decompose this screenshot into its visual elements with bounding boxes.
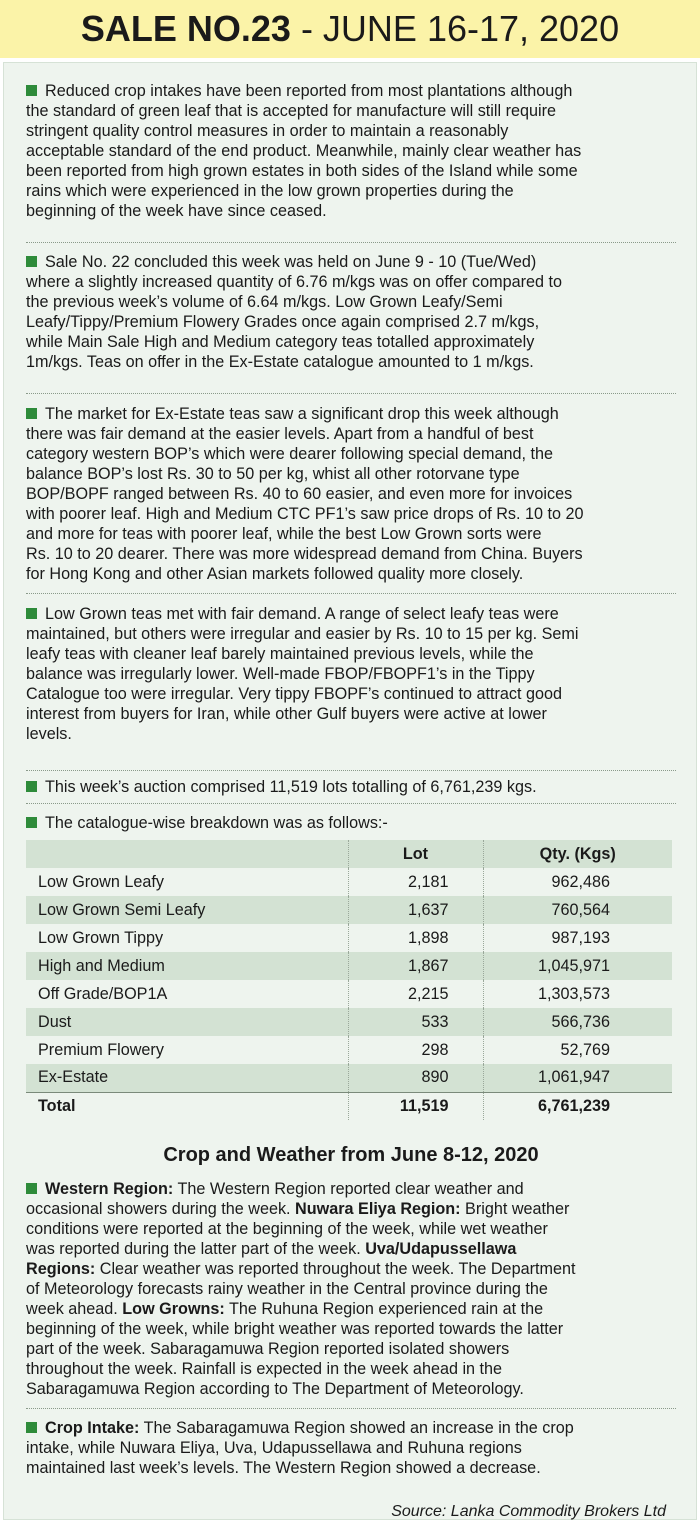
lot-cell: 890 [348,1064,483,1092]
qty-cell: 566,736 [551,1012,610,1031]
catalogue-breakdown-table [26,840,672,1120]
paragraph-text: intake, while Nuwara Eliya, Uva, Udapussellawa and Ruhuna regions [26,1439,522,1457]
table-row [26,980,672,1008]
paragraph-text: The Ruhuna Region experienced rain at the [224,1300,544,1318]
paragraph-breakdown-intro: The catalogue-wise breakdown was as follows:- [26,813,676,833]
table-row [26,952,672,980]
table-header-row [26,840,672,868]
lot-cell: 1,867 [348,952,483,980]
qty-cell: 962,486 [551,872,610,891]
paragraph-text: week ahead. [26,1300,123,1318]
paragraph-crop [26,1418,676,1478]
bullet-icon [26,1422,37,1433]
lot-cell: 298 [348,1036,483,1064]
paragraph-line: balance BOP’s lost Rs. 30 to 50 per kg, whist all other rotorvane type [26,465,520,483]
paragraph-line: leafy teas with cleaner leaf barely maintained previous levels, while the [26,645,534,663]
region-label: Nuwara Eliya Region: [295,1200,461,1218]
paragraph-line: Leafy/Tippy/Premium Flowery Grades once again comprised 2.7 m/kgs, [26,313,540,331]
paragraph-line: levels. [26,725,72,743]
paragraph-line: BOP/BOPF ranged between Rs. 40 to 60 easier, and even more for invoices [26,485,573,503]
divider [26,393,676,394]
bullet-icon [26,408,37,419]
catalogue-name-cell: Low Grown Tippy [26,924,348,952]
lot-cell: 2,215 [348,980,483,1008]
paragraph-text: beginning of the week, while bright weather was reported towards the latter [26,1320,564,1338]
paragraph-line: Sale No. 22 concluded this week was held on June 9 - 10 (Tue/Wed) [45,253,537,271]
paragraph-line: category western BOP’s which were dearer following special demand, the [26,445,553,463]
catalogue-name-cell: Dust [26,1008,348,1036]
paragraph-line: and more for teas with poorer leaf, while the best Low Grown sorts were [26,525,542,543]
qty-cell: 1,303,573 [537,984,610,1003]
column-header-lot: Lot [348,840,483,868]
paragraph-line: where a slightly increased quantity of 6.76 m/kgs was on offer compared to [26,273,562,291]
catalogue-name-cell: High and Medium [26,952,348,980]
divider [26,593,676,594]
divider [26,803,676,804]
catalogue-name-cell: Premium Flowery [26,1036,348,1064]
paragraph-text: throughout the week. Rainfall is expected in the week ahead in the [26,1360,503,1378]
column-header [26,840,348,868]
page-title [0,0,700,58]
paragraph-line: the standard of green leaf that is accepted for manufacture will still require [26,102,556,120]
paragraph-line: rains which were experienced in the low grown properties during the [26,182,514,200]
total-qty-cell: 6,761,239 [483,1092,672,1120]
total-label-cell: Total [26,1092,348,1120]
report-body [3,62,697,1520]
paragraph-line: The market for Ex-Estate teas saw a significant drop this week although [45,405,559,423]
paragraph-line: with poorer leaf. High and Medium CTC PF1’s saw price drops of Rs. 10 to 20 [26,505,584,523]
paragraph-text: Bright weather [460,1200,570,1218]
paragraph-text: was reported during the latter part of the week. [26,1240,366,1258]
bullet-icon [26,817,37,828]
bullet-icon [26,256,37,267]
paragraph-weather [26,1179,676,1399]
total-lot-cell: 11,519 [348,1092,483,1120]
region-label: Low Growns: [122,1300,225,1318]
table-row [26,896,672,924]
paragraph-line: the previous week’s volume of 6.64 m/kgs. Low Grown Leafy/Semi [26,293,503,311]
paragraph-text: part of the week. Sabaragamuwa Region reported isolated showers [26,1340,510,1358]
lot-cell: 1,637 [348,896,483,924]
divider [26,1408,676,1409]
sale-date: - JUNE 16-17, 2020 [290,8,620,49]
paragraph-crop-intake [26,81,676,221]
paragraph-line: Rs. 10 to 20 dearer. There was more widespread demand from China. Buyers [26,545,583,563]
bullet-icon [26,781,37,792]
table-row [26,1036,672,1064]
sale-number: SALE NO.23 [80,8,291,49]
column-header-qty: Qty. (Kgs) [539,844,616,863]
qty-cell: 1,045,971 [537,956,610,975]
divider [26,242,676,243]
table-total-row [26,1092,672,1120]
region-label: Crop Intake: [45,1419,140,1437]
paragraph-line: maintained, but others were irregular and easier by Rs. 10 to 15 per kg. Semi [26,625,579,643]
region-label: Regions: [26,1260,96,1278]
paragraph-text: conditions were reported at the beginning of the week, while wet weather [26,1220,548,1238]
lot-cell: 1,898 [348,924,483,952]
paragraph-line: been reported from high grown estates in both sides of the Island while some [26,162,578,180]
region-label: Western Region: [45,1180,174,1198]
catalogue-name-cell: Off Grade/BOP1A [26,980,348,1008]
source-credit: Source: Lanka Commodity Brokers Ltd [391,1503,666,1520]
bullet-icon [26,85,37,96]
catalogue-name-cell: Low Grown Leafy [26,868,348,896]
paragraph-line: for Hong Kong and other Asian markets followed quality more closely. [26,565,524,583]
paragraph-text: The Sabaragamuwa Region showed an increase in the crop [139,1419,574,1437]
paragraph-low-grown [26,604,676,744]
lot-cell: 533 [348,1008,483,1036]
paragraph-line: balance was irregularly lower. Well-made FBOP/FBOPF1’s in the Tippy [26,665,535,683]
qty-cell: 52,769 [560,1040,610,1059]
catalogue-name-cell: Ex-Estate [26,1064,348,1092]
paragraph-line: there was fair demand at the easier levels. Apart from a handful of best [26,425,534,443]
table-row [26,1008,672,1036]
paragraph-text: Clear weather was reported throughout the week. The Department [95,1260,576,1278]
catalogue-name-cell: Low Grown Semi Leafy [26,896,348,924]
paragraph-sale-22 [26,252,676,372]
table-row [26,924,672,952]
paragraph-line: acceptable standard of the end product. Meanwhile, mainly clear weather has [26,142,582,160]
paragraph-line: Low Grown teas met with fair demand. A range of select leafy teas were [45,605,559,623]
paragraph-text: The Western Region reported clear weather and [173,1180,524,1198]
qty-cell: 760,564 [551,900,610,919]
paragraph-auction-total: This week’s auction comprised 11,519 lots totalling of 6,761,239 kgs. [26,777,676,797]
paragraph-line: Catalogue too were irregular. Very tippy FBOPF’s continued to attract good [26,685,562,703]
weather-section-title: Crop and Weather from June 8-12, 2020 [163,1144,539,1166]
qty-cell: 987,193 [551,928,610,947]
paragraph-line: interest from buyers for Iran, while other Gulf buyers were active at lower [26,705,547,723]
qty-cell: 1,061,947 [537,1068,610,1087]
region-label: Uva/Udapussellawa [365,1240,517,1258]
paragraph-line: while Main Sale High and Medium category teas totalled approximately [26,333,535,351]
paragraph-text: of Meteorology forecasts rainy weather in the Central province during the [26,1280,548,1298]
table-row [26,868,672,896]
paragraph-line: stringent quality control measures in order to maintain a reasonably [26,122,509,140]
paragraph-text: maintained last week’s levels. The Western Region showed a decrease. [26,1459,541,1477]
divider [26,770,676,771]
table-row [26,1064,672,1092]
lot-cell: 2,181 [348,868,483,896]
paragraph-line: Reduced crop intakes have been reported from most plantations although [45,82,573,100]
bullet-icon [26,608,37,619]
paragraph-text: Sabaragamuwa Region according to The Department of Meteorology. [26,1380,524,1398]
paragraph-text: occasional showers during the week. [26,1200,296,1218]
paragraph-line: 1m/kgs. Teas on offer in the Ex-Estate catalogue amounted to 1 m/kgs. [26,353,534,371]
paragraph-line: beginning of the week have since ceased. [26,202,327,220]
bullet-icon [26,1183,37,1194]
paragraph-ex-estate [26,404,676,584]
